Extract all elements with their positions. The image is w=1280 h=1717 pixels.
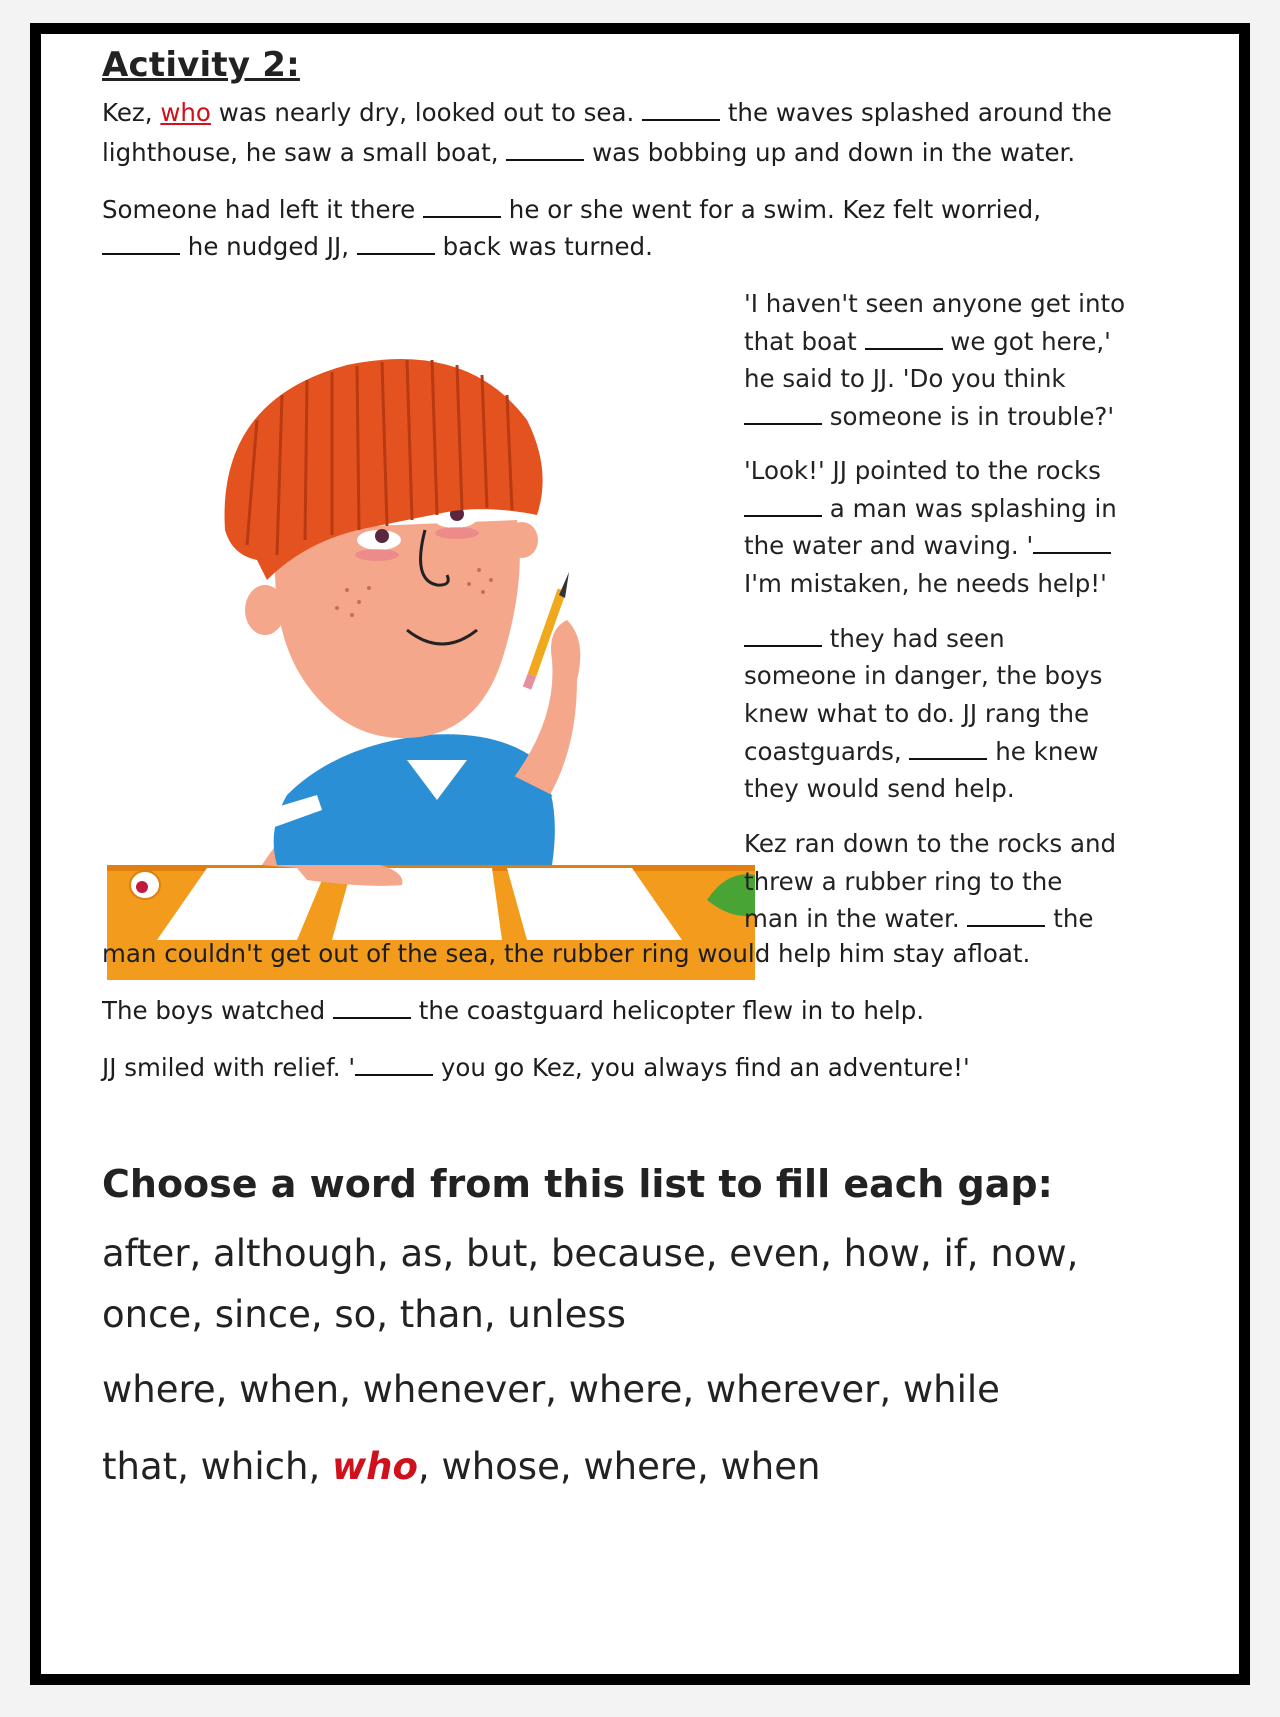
answer-gap[interactable] bbox=[744, 493, 822, 517]
answer-gap[interactable] bbox=[1033, 530, 1111, 554]
answer-gap[interactable] bbox=[357, 231, 435, 255]
answer-gap[interactable] bbox=[102, 231, 180, 255]
passage-line: someone is in trouble?' bbox=[744, 398, 1114, 435]
passage-line: threw a rubber ring to the bbox=[744, 867, 1063, 896]
answer-gap[interactable] bbox=[423, 194, 501, 218]
passage-line: man in the water. the bbox=[744, 904, 1094, 933]
passage-line: man couldn't get out of the sea, the rubber ring would help him stay afloat. bbox=[102, 939, 1031, 968]
word-list-row: once, since, so, than, unless bbox=[102, 1293, 626, 1336]
answer-gap[interactable] bbox=[642, 97, 720, 121]
passage-line: that boat we got here,' bbox=[744, 327, 1111, 356]
passage-line: a man was splashing in bbox=[744, 490, 1117, 527]
boy-at-desk-illustration bbox=[107, 340, 755, 980]
face bbox=[275, 520, 520, 738]
passage-line: 'Look!' JJ pointed to the rocks bbox=[744, 456, 1101, 485]
passage-line: coastguards, he knew bbox=[744, 737, 1099, 766]
highlighted-word: who bbox=[331, 1445, 418, 1488]
word-list-row: that, which, who, whose, where, when bbox=[102, 1445, 821, 1488]
activity-title: Activity 2: bbox=[102, 45, 300, 85]
passage-line: JJ smiled with relief. ' you go Kez, you always find an adventure!' bbox=[102, 1053, 970, 1082]
answer-gap[interactable] bbox=[506, 137, 584, 161]
passage-line: he nudged JJ, back was turned. bbox=[102, 227, 653, 267]
example-answer: who bbox=[160, 98, 211, 127]
answer-gap[interactable] bbox=[744, 401, 822, 425]
passage-line: I'm mistaken, he needs help!' bbox=[744, 569, 1107, 598]
passage-line: they had seen bbox=[744, 620, 1005, 657]
answer-gap[interactable] bbox=[333, 995, 411, 1019]
answer-gap[interactable] bbox=[355, 1052, 433, 1076]
passage-line: he said to JJ. 'Do you think bbox=[744, 364, 1066, 393]
answer-gap[interactable] bbox=[744, 623, 822, 647]
passage-line: 'I haven't seen anyone get into bbox=[744, 289, 1126, 318]
passage-line: someone in danger, the boys bbox=[744, 661, 1103, 690]
word-list-row: after, although, as, but, because, even, how, if, now, bbox=[102, 1232, 1079, 1275]
passage-line: Someone had left it there he or she went for a swim. Kez felt worried, bbox=[102, 195, 1041, 224]
passage-line: they would send help. bbox=[744, 774, 1015, 803]
passage-line: knew what to do. JJ rang the bbox=[744, 699, 1090, 728]
word-list-heading: Choose a word from this list to fill each gap: bbox=[102, 1162, 1053, 1206]
passage-line: Kez, who was nearly dry, looked out to sea. the waves splashed around the bbox=[102, 98, 1112, 127]
passage-line: The boys watched the coastguard helicopter flew in to help. bbox=[102, 996, 925, 1025]
passage-line: Kez ran down to the rocks and bbox=[744, 829, 1117, 858]
answer-gap[interactable] bbox=[865, 326, 943, 350]
answer-gap[interactable] bbox=[909, 736, 987, 760]
word-list-row: where, when, whenever, where, wherever, while bbox=[102, 1368, 1000, 1411]
answer-gap[interactable] bbox=[967, 903, 1045, 927]
passage-line: lighthouse, he saw a small boat, was bobbing up and down in the water. bbox=[102, 138, 1076, 167]
passage-line: the water and waving. ' bbox=[744, 527, 1111, 564]
